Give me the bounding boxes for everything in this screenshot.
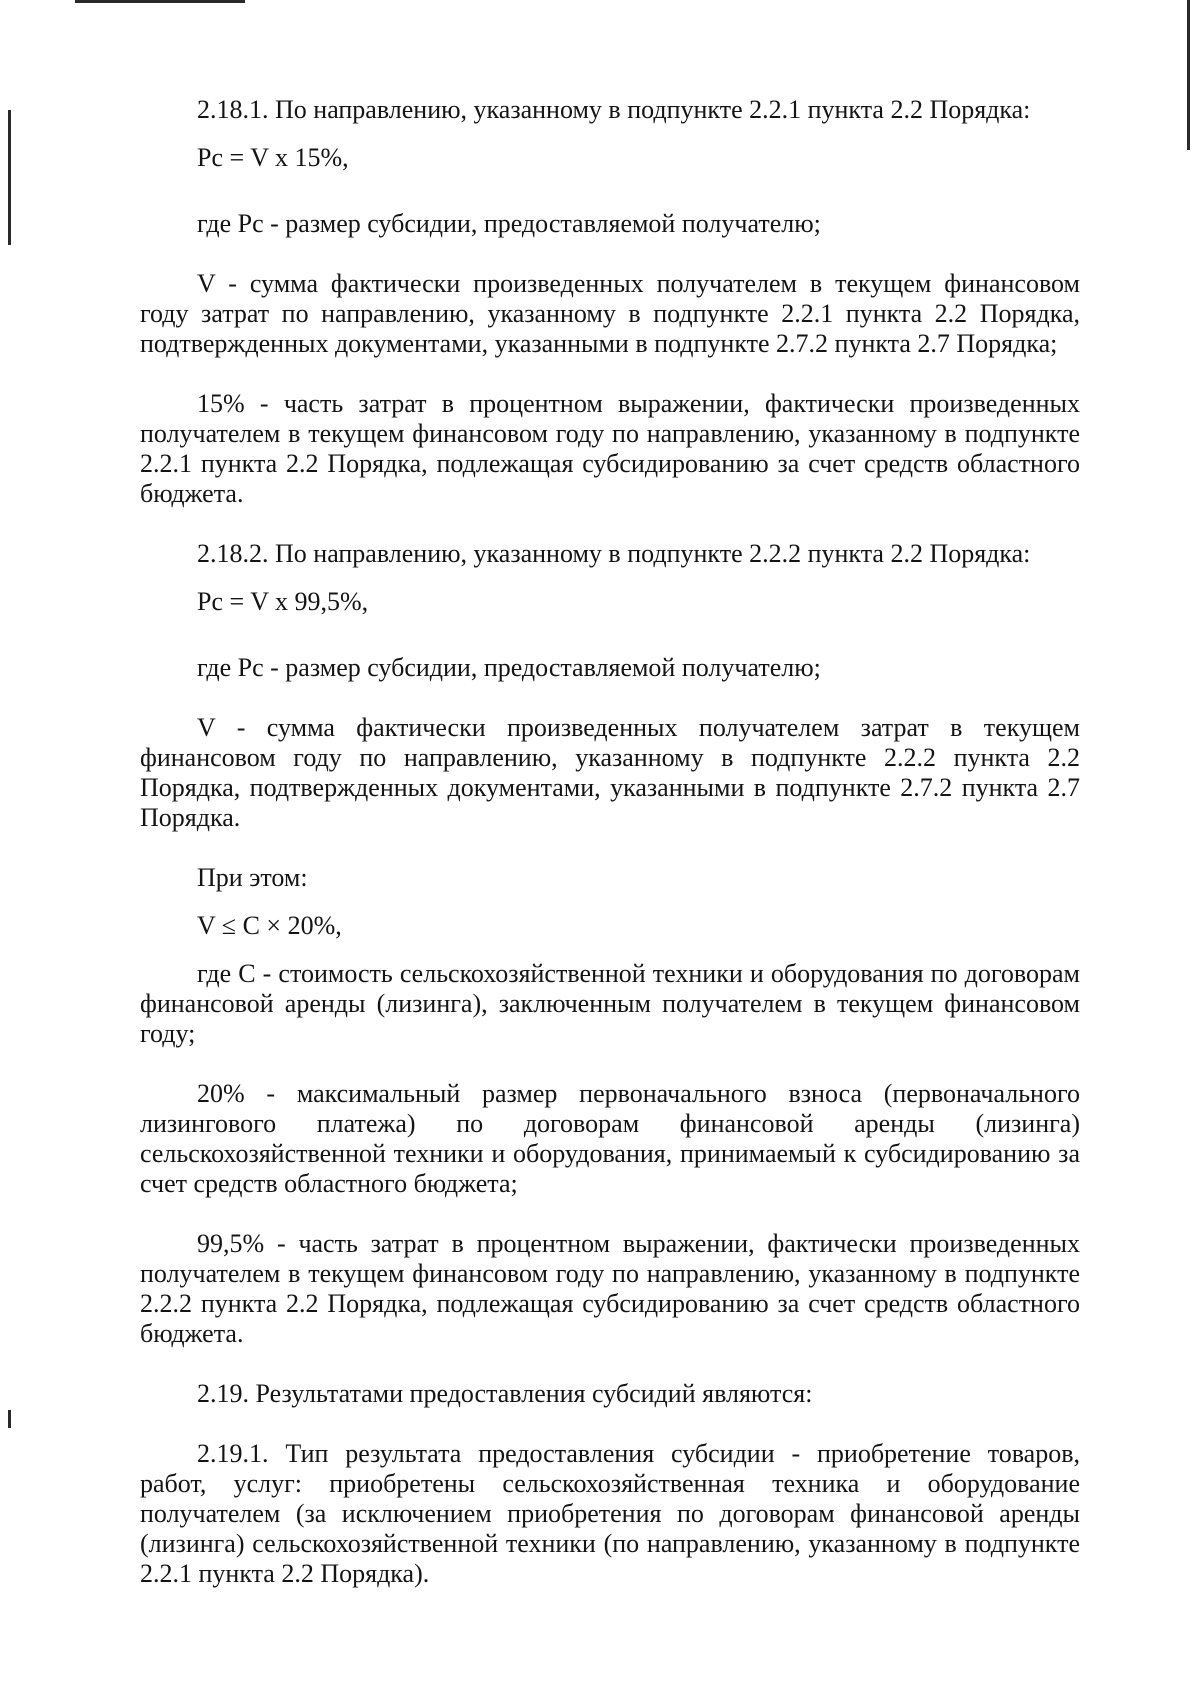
scan-artifact-top-line (75, 0, 245, 3)
paragraph-2-19-heading: 2.19. Результатами предоставления субсидий являются: (197, 1379, 813, 1408)
paragraph-c-definition: где С - стоимость сельскохозяйственной техники и оборудования по договорам финансовой аренды (лизинга), заключенным получателем в текущем финансовом году; (140, 959, 1080, 1048)
formula-pc-15: Pc = V x 15%, (197, 143, 349, 172)
formula-pc-99-5: Pc = V x 99,5%, (197, 587, 369, 616)
scan-artifact-right-bar (1187, 0, 1190, 150)
paragraph-v-definition-2: V - сумма фактически произведенных получателем затрат в текущем финансовом году по направлению, указанному в подпункте 2.2.2 пункта 2.2 Порядка, подтвержденных документами, указанными в подпункте 2.7.2 пункта 2.7 Порядка. (140, 713, 1080, 832)
paragraph-2-18-1-heading: 2.18.1. По направлению, указанному в подпункте 2.2.1 пункта 2.2 Порядка: (197, 95, 1031, 124)
scan-artifact-left-bar (8, 110, 11, 245)
document-page (140, 95, 1080, 1619)
paragraph-2-18-2-heading: 2.18.2. По направлению, указанному в подпункте 2.2.2 пункта 2.2 Порядка: (197, 539, 1031, 568)
paragraph-99-5-percent-definition: 99,5% - часть затрат в процентном выражении, фактически произведенных получателем в текущем финансовом году по направлению, указанному в подпункте 2.2.2 пункта 2.2 Порядка, подлежащая субсидированию за счет средств областного бюджета. (140, 1229, 1080, 1348)
paragraph-v-definition-1: V - сумма фактически произведенных получателем в текущем финансовом году затрат по направлению, указанному в подпункте 2.2.1 пункта 2.2 Порядка, подтвержденных документами, указанными в подпункте 2.7.2 пункта 2.7 Порядка; (140, 269, 1080, 358)
scan-artifact-left-dot (8, 1410, 11, 1428)
paragraph-15-percent-definition: 15% - часть затрат в процентном выражении, фактически произведенных получателем в текущем финансовом году по направлению, указанному в подпункте 2.2.1 пункта 2.2 Порядка, подлежащая субсидированию за счет средств областного бюджета. (140, 389, 1080, 508)
paragraph-2-19-1: 2.19.1. Тип результата предоставления субсидии - приобретение товаров, работ, услуг: приобретены сельскохозяйственная техника и оборудование получателем (за исключением приобретения по договорам финансовой аренды (лизинга) сельскохозяйственной техники (по направлению, указанному в подпункте 2.2.1 пункта 2.2 Порядка). (140, 1439, 1080, 1588)
formula-v-limit: V ≤ C × 20%, (197, 911, 342, 940)
paragraph-pri-etom: При этом: (197, 863, 308, 892)
paragraph-20-percent-definition: 20% - максимальный размер первоначального взноса (первоначального лизингового платежа) по договорам финансовой аренды (лизинга) сельскохозяйственной техники и оборудования, принимаемый к субсидированию за счет средств областного бюджета; (140, 1079, 1080, 1198)
paragraph-pc-definition-1: где Рс - размер субсидии, предоставляемой получателю; (197, 209, 821, 238)
paragraph-pc-definition-2: где Рс - размер субсидии, предоставляемой получателю; (197, 653, 821, 682)
